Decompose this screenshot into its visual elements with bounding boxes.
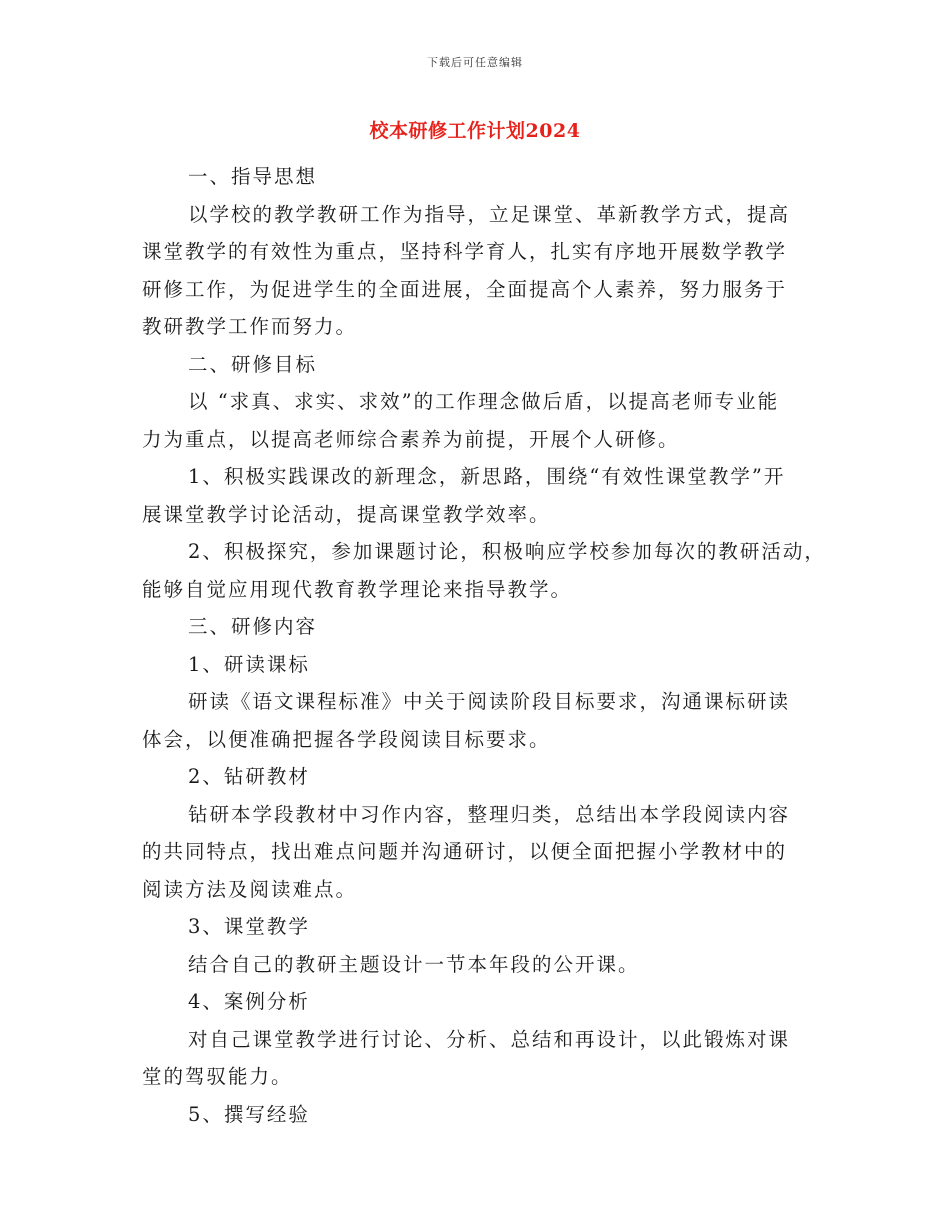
text-line: 力为重点，以提高老师综合素养为前提，开展个人研修。 <box>142 427 680 451</box>
text-line: 对自己课堂教学进行讨论、分析、总结和再设计，以此锻炼对课 <box>188 1027 791 1051</box>
text-line: 阅读方法及阅读难点。 <box>142 877 358 901</box>
text-line: 2、积极探究，参加课题讨论，积极响应学校参加每次的教研活动， <box>188 540 826 563</box>
text-line: 3、课堂教学 <box>188 915 310 938</box>
text-line: 1、积极实践课改的新理念，新思路，围绕“有效性课堂教学”开 <box>188 465 786 488</box>
text-line: 结合自己的教研主题设计一节本年段的公开课。 <box>188 952 640 976</box>
text-line: 研读《语文课程标准》中关于阅读阶段目标要求，沟通课标研读 <box>188 690 791 713</box>
text-line: 4、案例分析 <box>188 990 310 1013</box>
text-line: 2、钻研教材 <box>188 765 310 788</box>
header-note: 下载后可任意编辑 <box>427 56 523 69</box>
text-line: 体会，以便准确把握各学段阅读目标要求。 <box>142 727 551 751</box>
text-line: 三、研修内容 <box>188 615 318 638</box>
text-line: 1、研读课标 <box>188 652 310 676</box>
text-line: 一、指导思想 <box>188 165 318 188</box>
document-title: 校本研修工作计划2024 <box>369 120 581 142</box>
text-line: 堂的驾驭能力。 <box>142 1065 293 1088</box>
text-line: 研修工作，为促进学生的全面进展，全面提高个人素养，努力服务于 <box>142 277 788 301</box>
text-line: 展课堂教学讨论活动，提高课堂教学效率。 <box>142 502 551 526</box>
document-body <box>142 158 826 1133</box>
text-line: 的共同特点，找出难点问题并沟通研讨，以便全面把握小学教材中的 <box>142 840 788 863</box>
text-line: 钻研本学段教材中习作内容，整理归类，总结出本学段阅读内容 <box>188 802 791 826</box>
text-line: 5、撰写经验 <box>188 1102 310 1126</box>
text-line: 教研教学工作而努力。 <box>142 315 358 338</box>
text-line: 能够自觉应用现代教育教学理论来指导教学。 <box>142 577 573 601</box>
text-line: 课堂教学的有效性为重点，坚持科学育人，扎实有序地开展数学教学 <box>142 240 788 263</box>
text-line: 二、研修目标 <box>188 352 318 376</box>
text-line: 以学校的教学教研工作为指导，立足课堂、革新教学方式，提高 <box>188 202 791 226</box>
text-line: 以 “求真、求实、求效”的工作理念做后盾，以提高老师专业能 <box>188 390 780 413</box>
